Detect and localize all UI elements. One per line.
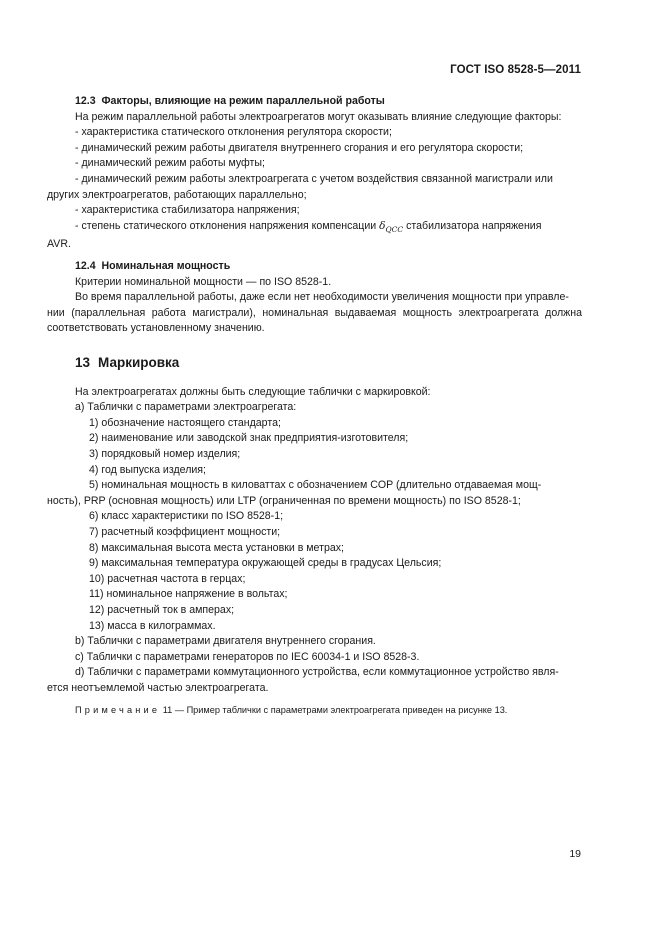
- section-13-heading: [75, 355, 582, 371]
- numbered-item: 6) класс характеристики по ISO 8528-1;: [89, 510, 284, 523]
- list-item-continuation: AVR.: [47, 238, 71, 251]
- paragraph: На режим параллельной работы электроагрегатов могут оказывать влияние следующие факторы:: [75, 110, 562, 123]
- section-title: Факторы, влияющие на режим параллельной работы: [101, 95, 385, 107]
- numbered-item: 11) номинальное напряжение в вольтах;: [89, 588, 288, 601]
- section-title: Номинальная мощность: [101, 260, 231, 273]
- numbered-item-continuation: ность), PRP (основная мощность) или LTP (ограниченная по времени мощность) по ISO 8528-1;: [47, 494, 521, 507]
- note-text: 11 — Пример таблички с параметрами электроагрегата приведен на рисунке 13.: [160, 705, 508, 716]
- note: [47, 704, 582, 717]
- list-item: - характеристика статического отклонения регулятора скорости;: [75, 126, 392, 139]
- section-12-3-heading: [47, 94, 582, 110]
- section-number: 12.4: [75, 260, 96, 273]
- delta-glyph: δ: [379, 219, 386, 232]
- list-item-b: b) Таблички с параметрами двигателя внутреннего сгорания.: [75, 635, 376, 648]
- list-item-d: d) Таблички с параметрами коммутационного устройства, если коммутационное устройство явля-: [75, 666, 559, 679]
- numbered-item: 7) расчетный коэффициент мощности;: [89, 525, 281, 538]
- list-item-c: c) Таблички с параметрами генераторов по IEC 60034-1 и ISO 8528-3.: [75, 650, 420, 663]
- numbered-item: 5) номинальная мощность в киловаттах с обозначением COP (длительно отдаваемая мощ-: [89, 479, 542, 492]
- numbered-item: 13) масса в килограммах.: [89, 619, 216, 632]
- list-item: - динамический режим работы электроагрегата с учетом воздействия связанной магистрали или: [75, 172, 553, 185]
- paragraph-continuation: нии (параллельная работа магистрали), номинальная выдаваемая мощность электроагрегата должна соответствовать установленному значению.: [47, 306, 582, 335]
- list-item-d-continuation: ется неотъемлемой частью электроагрегата.: [47, 681, 269, 694]
- document-code: ГОСТ ISO 8528-5—2011: [450, 64, 581, 76]
- section-title: Маркировка: [98, 355, 180, 371]
- delta-subscript: QCC: [385, 224, 404, 234]
- list-item: [47, 219, 582, 238]
- list-item: - характеристика стабилизатора напряжения;: [75, 204, 300, 217]
- section-12-4-heading: [47, 259, 582, 275]
- section-number: 13: [75, 355, 91, 371]
- numbered-item: 12) расчетный ток в амперах;: [89, 603, 235, 616]
- page-number: 19: [569, 848, 581, 860]
- list-item-a: a) Таблички с параметрами электроагрегата:: [75, 401, 297, 414]
- list-item-text: - степень статического отклонения напряжения компенсации: [75, 219, 380, 232]
- paragraph: На электроагрегатах должны быть следующие таблички с маркировкой:: [75, 385, 431, 398]
- numbered-item: 3) порядковый номер изделия;: [89, 447, 241, 460]
- paragraph: Критерии номинальной мощности — по ISO 8528-1.: [75, 275, 332, 288]
- page-content: [47, 94, 582, 717]
- delta-symbol: [379, 220, 403, 232]
- section-number: 12.3: [75, 95, 96, 107]
- numbered-item: 9) максимальная температура окружающей среды в градусах Цельсия;: [89, 557, 442, 570]
- numbered-item: 1) обозначение настоящего стандарта;: [89, 416, 281, 429]
- list-item: - динамический режим работы муфты;: [75, 157, 265, 170]
- numbered-item: 4) год выпуска изделия;: [89, 463, 206, 476]
- numbered-item: 8) максимальная высота места установки в метрах;: [89, 541, 344, 554]
- note-label: Примечание: [75, 705, 161, 716]
- paragraph: Во время параллельной работы, даже если нет необходимости увеличения мощности при управле-: [75, 291, 569, 304]
- list-item-text: стабилизатора напряжения: [403, 219, 542, 232]
- numbered-item: 2) наименование или заводской знак предприятия-изготовителя;: [89, 432, 409, 445]
- list-item: - динамический режим работы двигателя внутреннего сгорания и его регулятора скорости;: [75, 141, 524, 154]
- list-item-continuation: других электроагрегатов, работающих параллельно;: [47, 188, 307, 201]
- numbered-item: 10) расчетная частота в герцах;: [89, 572, 246, 585]
